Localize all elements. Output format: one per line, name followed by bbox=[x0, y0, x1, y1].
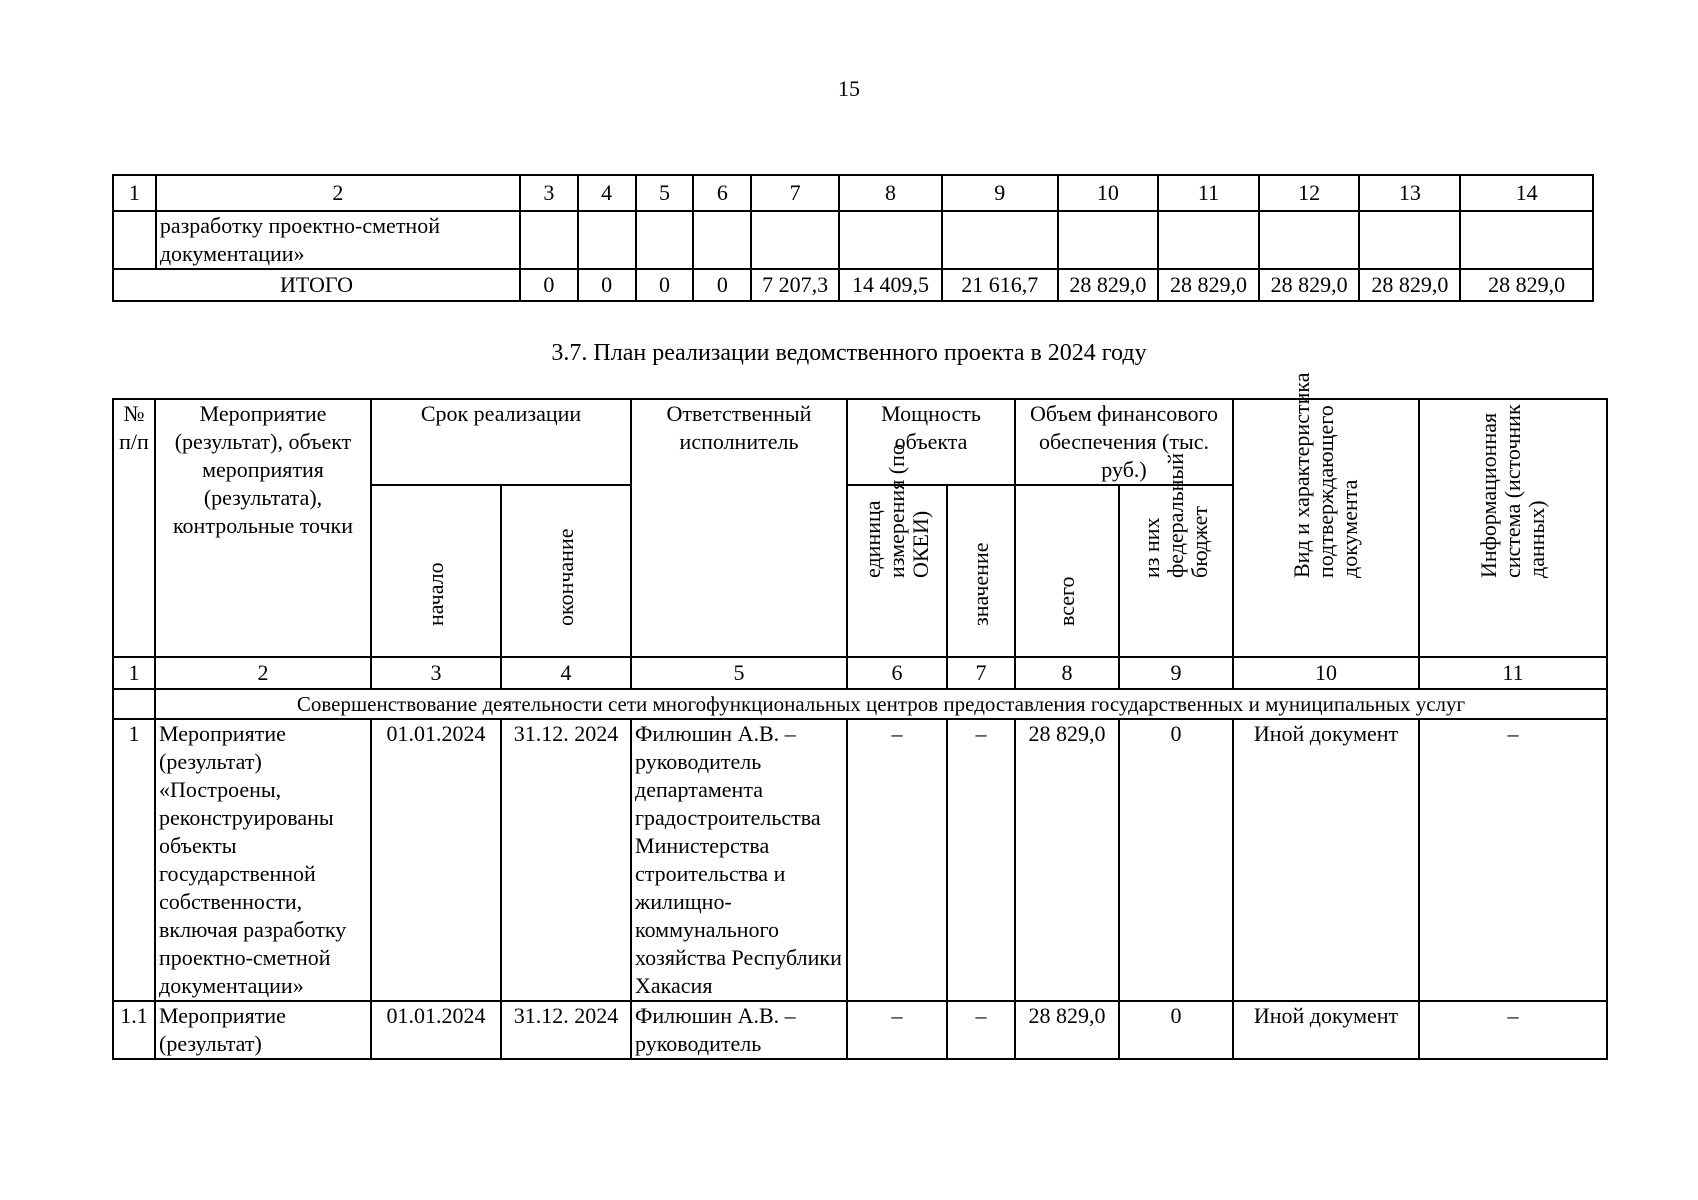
header-value-cell bbox=[947, 485, 1015, 657]
header-capacity: Мощность объекта bbox=[847, 399, 1015, 485]
header-end: окончание bbox=[553, 528, 578, 626]
table2-header-row-1 bbox=[113, 399, 1607, 485]
header-end-cell bbox=[501, 485, 631, 657]
table-row bbox=[113, 719, 1607, 1001]
column-number: 7 bbox=[947, 657, 1015, 689]
page-number: 15 bbox=[838, 76, 860, 101]
table1-total-row bbox=[113, 269, 1593, 301]
row-info-system: – bbox=[1419, 1001, 1607, 1059]
table2-column-numbers-row bbox=[113, 657, 1607, 689]
header-activity: Мероприятие (результат), объект мероприятия (результата), контрольные точки bbox=[155, 399, 371, 657]
row-document: Иной документ bbox=[1233, 1001, 1419, 1059]
column-number: 5 bbox=[631, 657, 847, 689]
row-total: 28 829,0 bbox=[1015, 1001, 1119, 1059]
section-heading: Совершенствование деятельности сети многофункциональных центров предоставления государственных и муниципальных услуг bbox=[155, 689, 1607, 719]
row-activity: Мероприятие (результат) bbox=[155, 1001, 371, 1059]
header-total: всего bbox=[1054, 576, 1080, 626]
table1-header-cell: 3 bbox=[520, 175, 578, 211]
table1-header-row bbox=[113, 175, 1593, 211]
row-num: 1 bbox=[113, 719, 155, 1001]
row-responsible: Филюшин А.В. – руководитель департамента градостроительства Министерства строительства и жилищно-коммунального хозяйства Республики Хакасия bbox=[631, 719, 847, 1001]
table1-header-cell: 7 bbox=[751, 175, 839, 211]
column-number: 6 bbox=[847, 657, 947, 689]
row-total: 28 829,0 bbox=[1015, 719, 1119, 1001]
budget-continuation-table bbox=[112, 174, 1594, 302]
table1-header-cell: 4 bbox=[578, 175, 636, 211]
column-number: 4 bbox=[501, 657, 631, 689]
row-federal: 0 bbox=[1119, 719, 1233, 1001]
total-label: ИТОГО bbox=[113, 269, 520, 301]
header-info-system-cell bbox=[1419, 399, 1607, 657]
table1-header-cell: 5 bbox=[636, 175, 694, 211]
table1-header-cell: 11 bbox=[1158, 175, 1259, 211]
table1-header-cell: 10 bbox=[1058, 175, 1159, 211]
table1-header-cell: 9 bbox=[942, 175, 1058, 211]
total-value: 0 bbox=[520, 269, 578, 301]
table1-header-cell: 13 bbox=[1359, 175, 1460, 211]
header-federal: из них федеральный бюджет bbox=[1139, 453, 1213, 578]
header-info-system: Информационная система (источник данных) bbox=[1476, 404, 1550, 578]
row-unit: – bbox=[847, 719, 947, 1001]
header-responsible: Ответственный исполнитель bbox=[631, 399, 847, 657]
total-value: 28 829,0 bbox=[1460, 269, 1593, 301]
column-number: 11 bbox=[1419, 657, 1607, 689]
total-value: 28 829,0 bbox=[1058, 269, 1159, 301]
header-document-cell bbox=[1233, 372, 1419, 657]
row-start: 01.01.2024 bbox=[371, 719, 501, 1001]
total-value: 0 bbox=[578, 269, 636, 301]
table1-header-cell: 12 bbox=[1259, 175, 1360, 211]
total-value: 7 207,3 bbox=[751, 269, 839, 301]
total-value: 28 829,0 bbox=[1259, 269, 1360, 301]
header-finance: Объем финансового обеспечения (тыс. руб.) bbox=[1015, 399, 1233, 485]
row-value: – bbox=[947, 719, 1015, 1001]
total-value: 28 829,0 bbox=[1158, 269, 1259, 301]
row-start: 01.01.2024 bbox=[371, 1001, 501, 1059]
column-number: 3 bbox=[371, 657, 501, 689]
row-activity: Мероприятие (результат) «Построены, реконструированы объекты государственной собственности, включая разработку проектно-сметной документации» bbox=[155, 719, 371, 1001]
table1-header-cell: 6 bbox=[693, 175, 751, 211]
column-number: 2 bbox=[155, 657, 371, 689]
column-number: 1 bbox=[113, 657, 155, 689]
header-start: начало bbox=[423, 562, 448, 626]
column-number: 8 bbox=[1015, 657, 1119, 689]
row-end: 31.12. 2024 bbox=[501, 719, 631, 1001]
header-unit-cell bbox=[847, 444, 947, 657]
table1-header-cell: 2 bbox=[156, 175, 520, 211]
header-federal-cell bbox=[1119, 453, 1233, 657]
total-value: 0 bbox=[693, 269, 751, 301]
header-unit: единица измерения (по ОКЕИ) bbox=[860, 444, 934, 578]
table-row bbox=[113, 1001, 1607, 1059]
row-value: – bbox=[947, 1001, 1015, 1059]
section-title: 3.7. План реализации ведомственного проекта в 2024 году bbox=[551, 340, 1147, 366]
table2-section-row bbox=[113, 689, 1607, 719]
row-num: 1.1 bbox=[113, 1001, 155, 1059]
table1-header-cell: 8 bbox=[839, 175, 942, 211]
table1-continued-row bbox=[113, 211, 1593, 269]
table1-header-cell: 14 bbox=[1460, 175, 1593, 211]
header-period: Срок реализации bbox=[371, 399, 631, 485]
row-info-system: – bbox=[1419, 719, 1607, 1001]
header-total-cell bbox=[1015, 485, 1119, 657]
continued-text: разработку проектно-сметной документации» bbox=[156, 211, 520, 269]
header-num: № п/п bbox=[113, 399, 155, 657]
header-document: Вид и характеристика подтверждающего документа bbox=[1289, 372, 1363, 578]
row-unit: – bbox=[847, 1001, 947, 1059]
row-document: Иной документ bbox=[1233, 719, 1419, 1001]
header-start-cell bbox=[371, 485, 501, 657]
row-federal: 0 bbox=[1119, 1001, 1233, 1059]
total-value: 28 829,0 bbox=[1359, 269, 1460, 301]
row-responsible: Филюшин А.В. – руководитель bbox=[631, 1001, 847, 1059]
header-value: значение bbox=[968, 542, 994, 626]
total-value: 14 409,5 bbox=[839, 269, 942, 301]
project-plan-table bbox=[112, 372, 1608, 1060]
total-value: 0 bbox=[636, 269, 694, 301]
column-number: 9 bbox=[1119, 657, 1233, 689]
total-value: 21 616,7 bbox=[942, 269, 1058, 301]
column-number: 10 bbox=[1233, 657, 1419, 689]
table1-header-cell: 1 bbox=[113, 175, 156, 211]
row-end: 31.12. 2024 bbox=[501, 1001, 631, 1059]
